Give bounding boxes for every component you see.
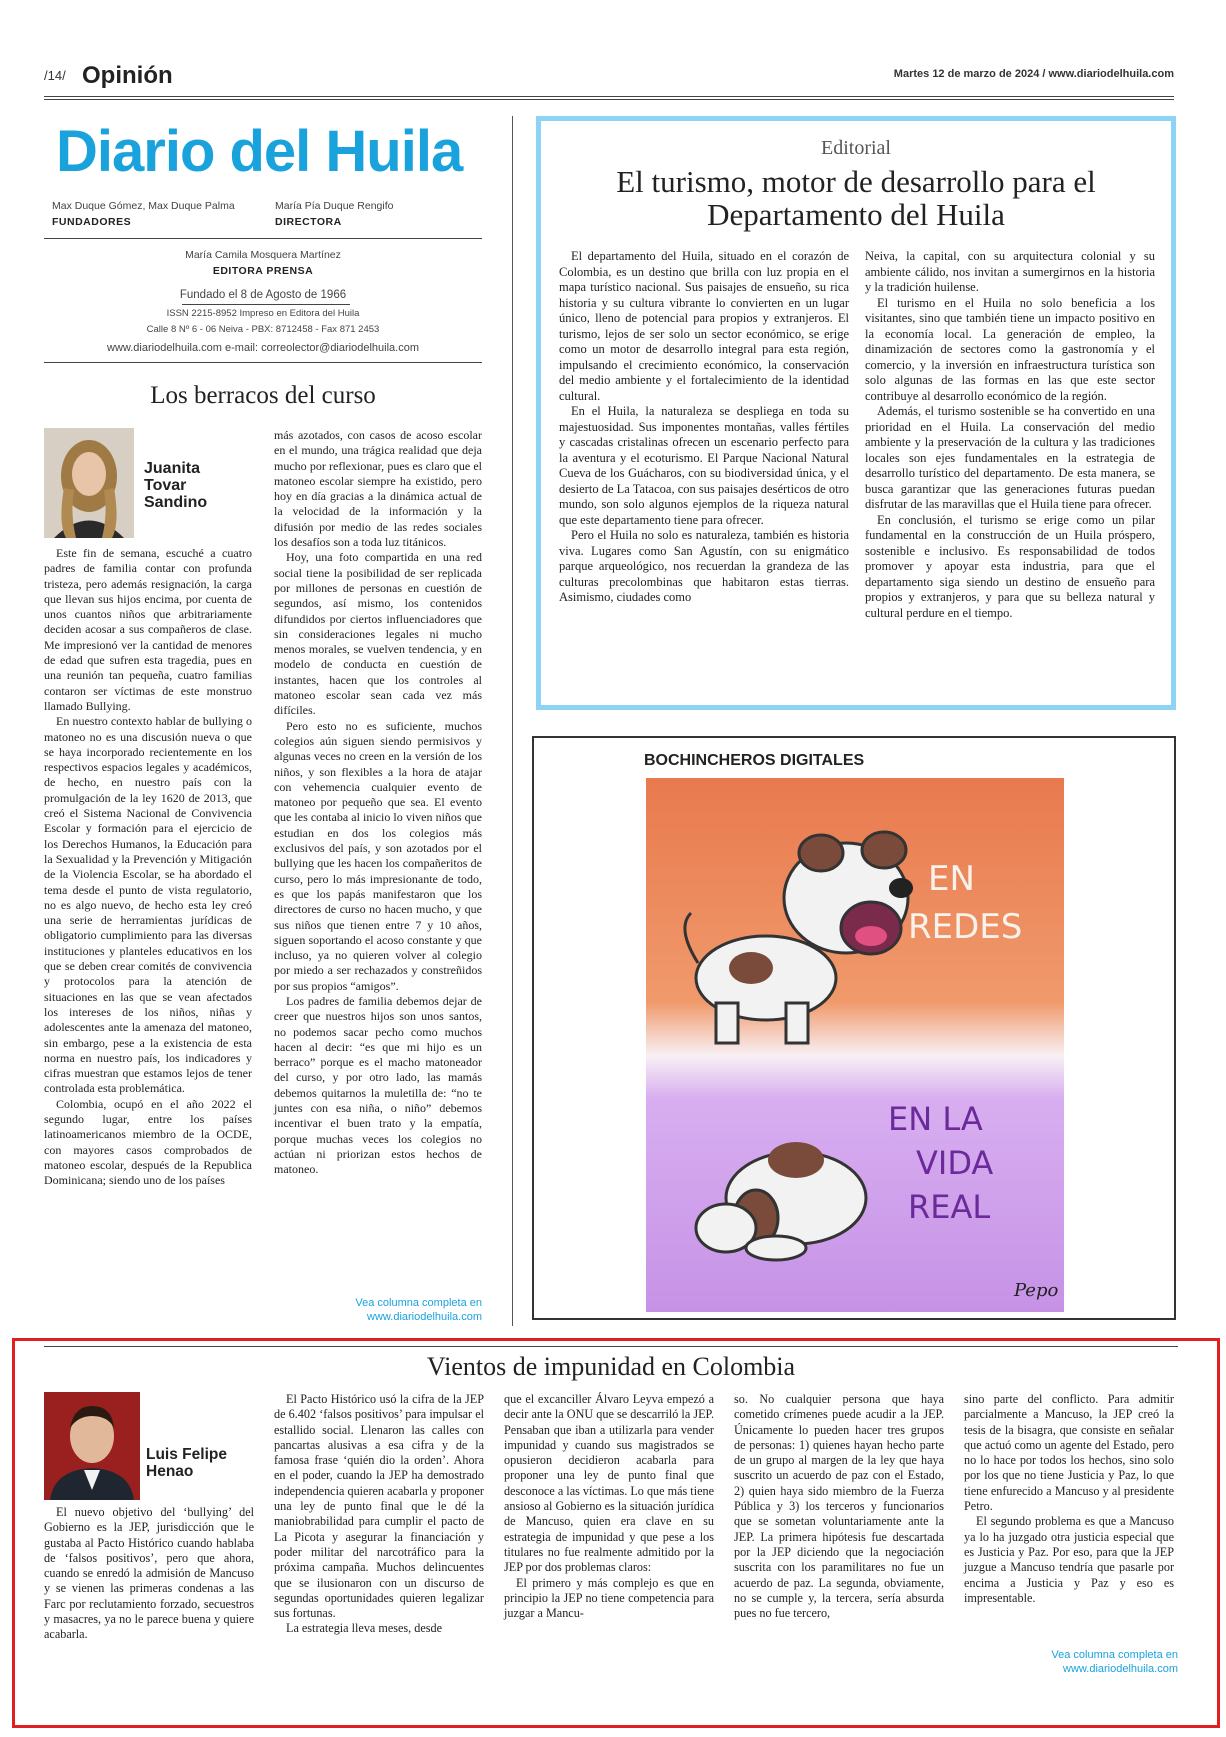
- cartoon-illustration: [646, 778, 1064, 1312]
- author-photo-luis: [44, 1392, 140, 1500]
- editorial-text-left: [559, 249, 849, 606]
- link-line: Vea columna completa en: [355, 1297, 482, 1309]
- link-url[interactable]: www.diariodelhuila.com: [367, 1311, 482, 1323]
- column1-more-link[interactable]: [274, 1296, 482, 1324]
- column2-title: Vientos de impunidad en Colombia: [426, 1352, 796, 1381]
- column1-text-left: [44, 546, 252, 1188]
- cartoon-box: [532, 736, 1176, 1320]
- paragraph: El Pacto Histórico usó la cifra de la JEP de 6.402 ‘falsos positivos’ para impulsar el estallido social. Llenaron las calles con pancartas alusivas a esa cifra y de la famosa frase ‘quién dio la orden’. Ahora en el poder, cuando la JEP ha demostrado independencia quieren acabarla y proponer una ley de punto final que le dé la maniobrabilidad para cumplir el pacto de La Picota y asegurar la financiación y poder militar del narcotráfico para la próxima campaña. Muchos delincuentes que se ilusionaron con un discurso de segundas oportunidades quieren legalizar sus fortunas.: [274, 1392, 484, 1621]
- paragraph: En nuestro contexto hablar de bullying o matoneo no es una discusión nueva o que se haya incorporado recientemente en los respectivos espacios legales y académicos, de hecho, en nuestro país con la promulgación de la ley 1620 de 2013, que creó el Sistema Nacional de Convivencia Escolar y formación para el ejercicio de los Derechos Humanos, la Educación para la Sexualidad y la Prevención y Mitigación de la Violencia Escolar, se ha abordado el tema desde el punto de vista regulatorio, no es algo nuevo, de hecho esta ley creó una serie de herramientas jurídicas de obligatorio cumplimiento para las diversas instituciones y planteles educativos en los que se deben crear comités de convivencia y protocolos para la atención de situaciones en las que se vean afectados los intereses de los niños, niñas y adolescentes ante la amenaza del matoneo, sin embargo, pese a la existencia de esta norma en nuestro país, los indicadores y cifras muestran que estamos lejos de tener controlada esta problemática.: [44, 714, 252, 1096]
- paragraph: Pero el Huila no solo es naturaleza, también es historia viva. Lugares como San Agustín, con su enigmático parque arqueológico, nos recuerdan la grandeza de las culturas precolombinas que habitaron estas tierras. Asimismo, ciudades como: [559, 528, 849, 604]
- founders-names: Max Duque Gómez, Max Duque Palma: [52, 200, 235, 212]
- paragraph: Los padres de familia debemos dejar de creer que nuestros hijos son unos santos, no podemos sacar pecho como muchos hacen al decir: “es que mi hijo es un berraco” porque es el macho matoneador del curso, y por otro lado, las mamás debemos quitarnos la muletilla de: “no te juntes con esa niña, o niño” debemos incentivar el buen trato y la empatía, porque muchas veces los colegios no actúan ni priorizan estos hechos de matoneo.: [274, 993, 482, 1177]
- paragraph: En conclusión, el turismo se erige como un pilar fundamental en la construcción de un Huila próspero, sostenible e inclusivo. Es responsabilidad de todos promover y apoyar esta industria, para que el departamento siga siendo un destino de ensueño para propios y extranjeros, y para que su belleza natural y cultural perdure en el tiempo.: [865, 512, 1155, 620]
- author-photo-man-icon: [44, 1392, 140, 1500]
- address: Calle 8 Nº 6 - 06 Neiva - PBX: 8712458 - Fax 871 2453: [146, 324, 380, 335]
- author-photo-juanita: [44, 428, 134, 538]
- link-url[interactable]: www.diariodelhuila.com: [1063, 1663, 1178, 1675]
- paragraph: Colombia, ocupó en el año 2022 el segundo lugar, entre los países latinoamericanos miembro de la OCDE, con mayores casos comprobados de matoneo escolar, después de la Republica Dominicana; siendo uno de los países: [44, 1096, 252, 1188]
- masthead-rule: [44, 238, 482, 239]
- column2-text-1: [44, 1505, 254, 1643]
- paragraph: más azotados, con casos de acoso escolar en el mundo, una trágica realidad que deja mucho por reflexionar, pues es claro que el matoneo escolar siempre ha existido, pero hoy en día gracias a la dinámica actual de la velocidad de la información y la difusión por medio de las redes sociales los desafíos son a toda luz titánicos.: [274, 428, 482, 550]
- paragraph: El primero y más complejo es que en principio la JEP no tiene competencia para juzgar a Mancu-: [504, 1575, 714, 1621]
- column1-text-right: [274, 428, 482, 1178]
- column2-more-link[interactable]: [964, 1648, 1178, 1676]
- paragraph: so. No cualquier persona que haya cometido crímenes puede acudir a la JEP. Únicamente lo pueden hacer tres grupos de personas: 1) quienes hayan hecho parte de un grupo al margen de la ley que haya suscrito un acuerdo de paz con el Estado, 2) quien haya sido miembro de la Fuerza Pública y 3) los terceros y funcionarios que se sometan voluntariamente ante la JEP. La primera hipótesis fue descartada por la JEP diciendo que la negociación suscrita con los paramilitares no fue un acuerdo de paz. La segunda, obviamente, no se cumple y, la tercera, sería absurda pues no fue tercero,: [734, 1392, 944, 1621]
- author-first-name: Juanita: [144, 460, 201, 477]
- header-rule: [44, 96, 1174, 97]
- director-name: María Pía Duque Rengifo: [275, 200, 394, 212]
- paragraph: Pero esto no es suficiente, muchos colegios aún siguen siendo permisivos y algunas veces no creen en la versión de los niños, y son flexibles a la hora de atajar con vehemencia cualquier evento de matoneo por pequeño que sea. El evento que les contaba al inicio lo viven niños que estudian en dos los colegios más exclusivos del país, y son azotados por el bullying que les hacen los compañeritos de curso, pero lo más impresionante de todo, es que los papás manifestaron que los directores de curso no hacen mucho, y que sus niños que tienen entre 7 y 10 años, siguen soportando el acoso constante y que incluso, ya no quieren volver al colegio por miedo a ser rechazados y constreñidos por sus propios “amigos”.: [274, 718, 482, 993]
- cartoon-text-top-2: REDES: [908, 907, 1023, 947]
- paragraph: El departamento del Huila, situado en el corazón de Colombia, es un destino que brilla con luz propia en el mapa turístico nacional. Sus paisajes de ensueño, su rica historia y su cultura vibrante lo convierten en un lugar único, lleno de potencial para propios y extranjeros. El turismo, lejos de ser solo un sector económico, se erige como un motor de desarrollo integral para esta región, impulsando el crecimiento económico, la conservación del medio ambiente y el fortalecimiento de la identidad cultural.: [559, 249, 849, 403]
- founders-label: FUNDADORES: [52, 216, 132, 228]
- paragraph: Este fin de semana, escuché a cuatro padres de familia contar con profunda tristeza, pero además resignación, la carga que llevan sus hijos encima, por cuenta de unos cuantos niños que arbitrariamente deciden acosar a sus compañeros de clase. Me impresionó ver la cantidad de menores de edad que sufren esta tragedia, pues en una reunión tan pequeña, cuatro familias contaron ser víctimas de este monstruo llamado Bullying.: [44, 546, 252, 713]
- editorial-title: El turismo, motor de desarrollo para el Departamento del Huila: [616, 164, 1096, 232]
- dateline: Martes 12 de marzo de 2024 / www.diariodelhuila.com: [893, 68, 1174, 80]
- issn: ISSN 2215-8952 Impreso en Editora del Huila: [166, 308, 360, 319]
- paragraph: El segundo problema es que a Mancuso ya lo ha juzgado otra justicia especial que es Justicia y Paz. Por eso, para que la JEP juzgue a Mancuso tendría que pasarle por encima a Justicia y Paz y eso es impresentable.: [964, 1514, 1174, 1605]
- masthead-logo: Diario del Huila: [56, 119, 463, 184]
- author-last-name: Henao: [146, 1463, 194, 1480]
- editor-name: María Camila Mosquera Martínez: [185, 249, 341, 261]
- author-first-name: Luis Felipe: [146, 1446, 227, 1463]
- paragraph: sino parte del conflicto. Para admitir parcialmente a Mancuso, la JEP creó la tesis de la bisagra, que consiste en señalar que actuó como un agente del Estado, pero no lo hace por todos los hechos, sino solo por los que no tiene Justicia y Paz, lo que tiene enfurecido a Mancuso y al presidente Petro.: [964, 1392, 1174, 1514]
- contact-line[interactable]: www.diariodelhuila.com e-mail: correolector@diariodelhuila.com: [107, 342, 419, 354]
- column2-author: [146, 1446, 227, 1480]
- column2-text-5: [964, 1392, 1174, 1606]
- cartoon-text-top-1: EN: [928, 859, 975, 899]
- bottom-section-rule: [44, 1346, 1178, 1347]
- page-number: /14/: [44, 68, 66, 83]
- paragraph: Neiva, la capital, con su arquitectura colonial y su ambiente cálido, nos invitan a sumergirnos en la historia y la tradición huilense.: [865, 249, 1155, 294]
- paragraph: Hoy, una foto compartida en una red social tiene la posibilidad de ser replicada por millones de personas en cuestión de segundos, así mismo, los contenidos difundidos por ciertos influenciadores que sin consideraciones legales ni mucho menos morales, se vuelven tendencia, y en modelo de conducta en cuestión de instantes, hacen que los controles al matoneo escolar sean cada vez más difíciles.: [274, 550, 482, 718]
- cartoon-text-bottom-1: EN LA: [888, 1100, 983, 1138]
- cartoon-text-bottom-2: VIDA: [916, 1144, 994, 1182]
- editor-label: EDITORA PRENSA: [212, 265, 314, 277]
- link-line: Vea columna completa en: [1051, 1649, 1178, 1661]
- founded-date: Fundado el 8 de Agosto de 1966: [179, 289, 347, 301]
- column1-author: [144, 460, 207, 511]
- column-divider: [512, 116, 513, 1326]
- column1-title: Los berracos del curso: [150, 382, 376, 409]
- column2-text-2: [274, 1392, 484, 1637]
- paragraph: El nuevo objetivo del ‘bullying’ del Gobierno es la JEP, jurisdicción que le gustaba al Pacto Histórico cuando hablaba de ‘falsos positivos’, pero que ahora, cuando se enredó la admisión de Mancuso y se vienen las primeras condenas a las Farc por reclutamiento forzado, secuestros y masacres, ya no le parece buena y quiere acabarla.: [44, 1505, 254, 1642]
- masthead-bottom-rule: [44, 362, 482, 363]
- header-rule-2: [44, 99, 1174, 100]
- cartoon-signature: Pepo: [1014, 1280, 1059, 1301]
- cartoon-text-bottom-3: REAL: [908, 1188, 991, 1226]
- author-last-name: Sandino: [144, 494, 208, 511]
- editorial-kicker: Editorial: [821, 137, 891, 159]
- cartoon-title: BOCHINCHEROS DIGITALES: [644, 752, 865, 769]
- paragraph: La estrategia lleva meses, desde: [286, 1621, 442, 1636]
- editorial-text-right: [865, 249, 1155, 621]
- director-label: DIRECTORA: [275, 216, 342, 228]
- column2-text-4: [734, 1392, 944, 1621]
- paragraph: El turismo en el Huila no solo beneficia a los visitantes, sino que también tiene un impacto positivo en la economía local. La generación de empleo, la dinamización de sectores como la gastronomía y el comercio, y la inversión en infraestructura turística son solo algunas de las formas en las que este sector contribuye al desarrollo económico de la región.: [865, 295, 1155, 403]
- column2-text-3: [504, 1392, 714, 1621]
- founded-rule: [182, 304, 350, 305]
- paragraph: En el Huila, la naturaleza se despliega en toda su majestuosidad. Sus imponentes montañas, valles fértiles y cascadas cristalinas ofrecen un escenario perfecto para la aventura y el ecoturismo. El Parque Nacional Natural Cueva de los Guácharos, con su biodiversidad única, y el desierto de La Tatacoa, con sus paisajes desérticos de otro mundo, son solo algunos ejemplos de la riqueza natural que este departamento tiene para ofrecer.: [559, 404, 849, 527]
- section-title: Opinión: [82, 62, 173, 89]
- paragraph: que el excanciller Álvaro Leyva empezó a decir ante la ONU que se descarriló la JEP. Pensaban que iban a utilizarla para vender impunidad y cuando sus magistrados se opusieron decidieron acabarla para proponer una ley de punto final que desconoce a las víctimas. Lo que más tiene ansioso al Gobierno es la situación jurídica de Mancuso, quien era clave en su estrategia de impunidad y que pese a los titulares no fue realmente admitido por la JEP por dos problemas claros:: [504, 1392, 714, 1575]
- author-middle-name: Tovar: [144, 477, 187, 494]
- author-photo-woman-icon: [44, 428, 134, 538]
- paragraph: Además, el turismo sostenible se ha convertido en una prioridad en el Huila. La conservación del medio ambiente y la preservación de la cultura y las tradiciones locales son ejes fundamentales en la estrategia de desarrollo turístico del departamento. De esta manera, se busca garantizar que las generaciones futuras puedan disfrutar de las maravillas que el Huila tiene para ofrecer.: [865, 404, 1155, 511]
- editorial-box: [536, 116, 1176, 710]
